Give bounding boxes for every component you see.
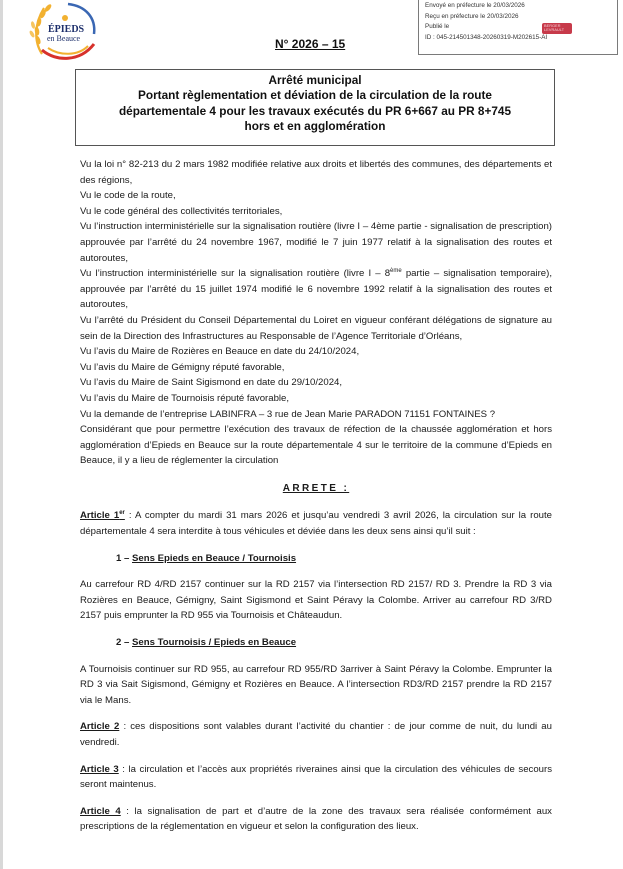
direction-2-text: A Tournoisis continuer sur RD 955, au carrefour RD 955/RD 3arriver à Saint Péravy la Colombe. Emprunter la RD 3 via Sait Sigismond, Gémigny et Rozières en Beauce. A l’intersection RD3/RD 2157 prendre la RD 2157 via le Mans. xyxy=(80,663,552,706)
article-2-label: Article 2 xyxy=(80,721,120,733)
logo-text-en-beauce: en Beauce xyxy=(47,34,81,43)
consideration: Vu l’arrêté du Président du Conseil Départemental du Loiret en vigueur conférant délégations de signature au sein de la Direction des Infrastructures au Responsable de l’Agence Territoriale d’Orléans, xyxy=(80,314,552,342)
title-line-2: Portant règlementation et déviation de la circulation de la route xyxy=(138,88,492,103)
article-4 xyxy=(80,804,552,835)
article-3 xyxy=(80,762,552,793)
decree-body xyxy=(80,157,552,846)
consideration: Vu la loi n° 82-213 du 2 mars 1982 modifiée relative aux droits et libertés des communes, des départements et des régions, xyxy=(80,159,552,186)
stamp-received-date: Reçu en préfecture le 20/03/2026 xyxy=(425,12,519,20)
consideration: Vu l’avis du Maire de Rozières en Beauce en date du 24/10/2024, xyxy=(80,346,360,358)
badge-line2: LEVRAULT xyxy=(544,28,565,33)
title-line-4: hors et en agglomération xyxy=(244,119,386,134)
article-3-label: Article 3 xyxy=(80,763,119,775)
direction-1-heading: 1 – Sens Epieds en Beauce / Tournoisis xyxy=(116,552,297,564)
consideration: Vu l’instruction interministérielle sur la signalisation routière (livre I – 4ème partie - signalisation de prescription) approuvée par l’arrêté du 24 novembre 1967, modifié le 7 juin 1977 relatif à la signalisation des routes et autoroutes, xyxy=(80,221,552,264)
article-2 xyxy=(80,719,552,750)
consideration: Vu l’avis du Maire de Tournoisis réputé favorable, xyxy=(80,392,290,404)
consideration: Considérant que pour permettre l’exécution des travaux de réfection de la chaussée agglomération et hors agglomération d’Epieds en Beauce sur la route départementale 4 sur le territoire de la commune d’Epieds en Beauce, il y a lieu de réglementer la circulation xyxy=(80,424,552,467)
prefecture-stamp xyxy=(418,0,618,55)
stamp-published: Publié le xyxy=(425,23,450,30)
consideration-part: partie – signalisation temporaire), approuvée par l’arrêté du 15 juillet 1974 modifié le 6 novembre 1992 relatif à la signalisation des routes et autoroutes, xyxy=(80,268,552,311)
consideration: Vu l’avis du Maire de Gémigny réputé favorable, xyxy=(80,361,285,373)
superscript: ème xyxy=(390,267,402,274)
page-edge xyxy=(0,0,3,869)
consideration: Vu l’avis du Maire de Saint Sigismond en date du 29/10/2024, xyxy=(80,377,343,389)
arrete-heading: ARRETE : xyxy=(282,482,350,494)
title-line-1: Arrêté municipal xyxy=(268,73,362,87)
stamp-sent-date: Envoyé en préfecture le 20/03/2026 xyxy=(425,2,525,9)
article-2-text: : ces dispositions sont valables durant l’activité du chantier : de jour comme de nuit, du lundi au vendredi. xyxy=(80,721,552,748)
article-4-text: : la signalisation de part et d’autre de la zone des travaux sera réalisée conformément aux prescriptions de la réglementation en vigueur et selon la configuration des lieux. xyxy=(80,805,552,833)
article-1-label: Article 1er xyxy=(80,510,125,522)
berger-levrault-badge xyxy=(542,23,572,34)
consideration: Vu le code de la route, xyxy=(80,190,176,202)
logo-text-epieds: ÉPIEDS xyxy=(48,24,85,35)
direction-2-heading: 2 – Sens Tournoisis / Epieds en Beauce xyxy=(116,637,297,649)
direction-1-text: Au carrefour RD 4/RD 2157 continuer sur la RD 2157 via l’intersection RD 2157/ RD 3. Prendre la RD 3 via Rozières en Beauce, Gémigny, Saint Sigismond et Saint Péravy la Colombe. Arriver au carrefour RD 3/RD 2157 puis emprunter la RD 955 via Tournoisis et Châteaudun. xyxy=(80,579,552,622)
decree-number: N° 2026 – 15 xyxy=(275,37,346,51)
consideration: Vu le code général des collectivités territoriales, xyxy=(80,205,283,217)
municipality-logo xyxy=(28,0,100,66)
consideration: Vu la demande de l’entreprise LABINFRA – 3 rue de Jean Marie PARADON 71151 FONTAINES ? xyxy=(80,408,496,420)
stamp-id: ID : 045-214501348-20260319-M202615-AI xyxy=(425,33,548,41)
consideration xyxy=(80,266,552,313)
title-line-3: départementale 4 pour les travaux exécutés du PR 6+667 au PR 8+745 xyxy=(118,103,512,118)
badge-line1: BERGER xyxy=(544,24,561,28)
article-1-text: : A compter du mardi 31 mars 2026 et jusqu’au vendredi 3 avril 2026, la circulation sur la route départementale 4 sera interdite à tous véhicules et déviée dans les deux sens ainsi qu’il suit : xyxy=(80,510,552,538)
article-1 xyxy=(80,508,552,539)
consideration-part: Vu l’instruction interministérielle sur la signalisation routière (livre I – 8 xyxy=(80,268,391,280)
article-3-text: : la circulation et l’accès aux propriétés riveraines ainsi que la circulation des véhicules de secours seront maintenus. xyxy=(80,763,552,791)
decree-title-box xyxy=(75,69,555,146)
article-4-label: Article 4 xyxy=(80,805,121,817)
